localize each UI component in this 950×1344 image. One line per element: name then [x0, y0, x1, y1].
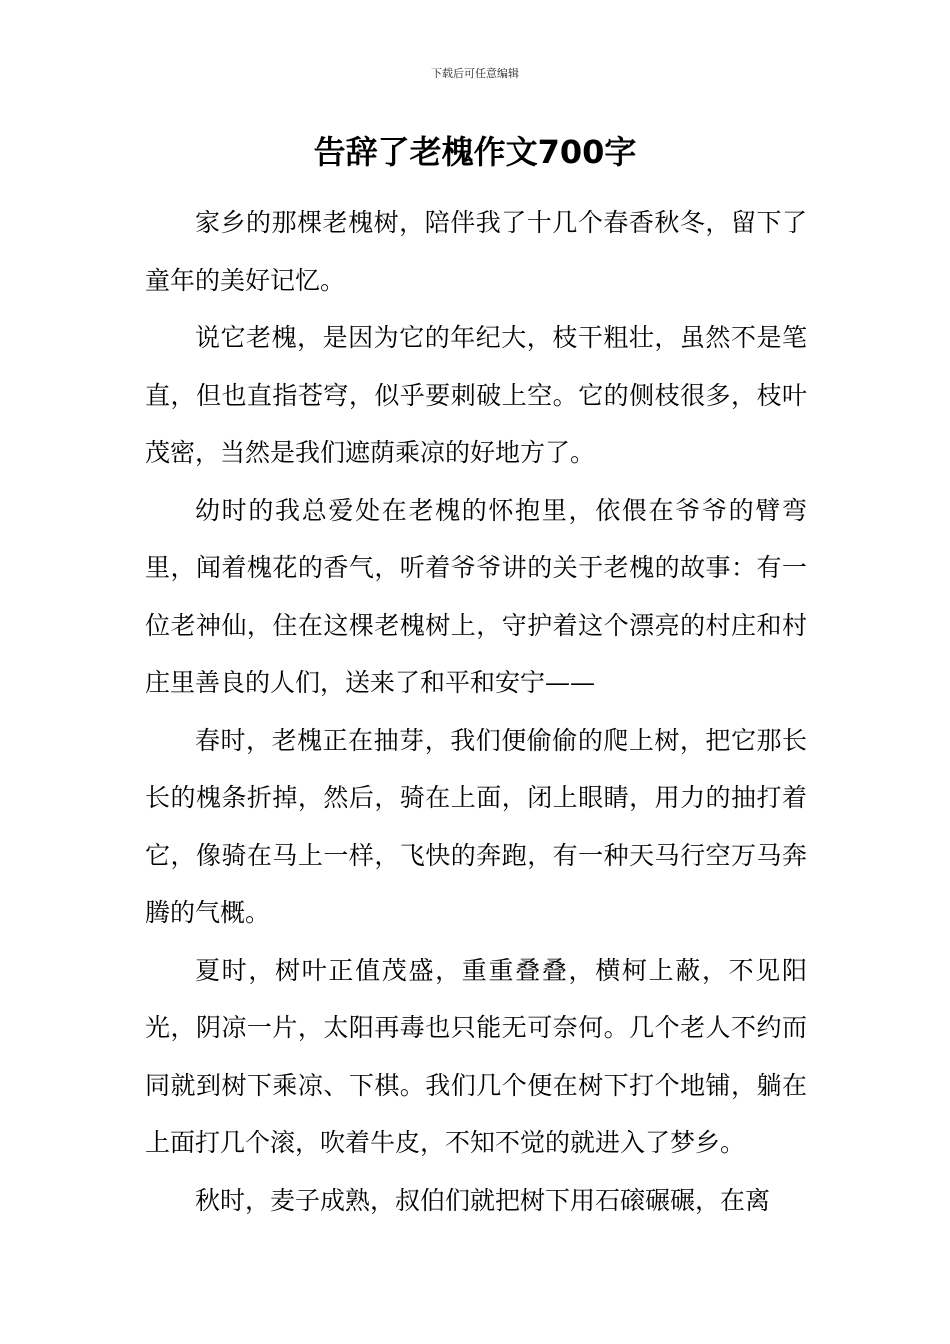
paragraph-5: 夏时，树叶正值茂盛，重重叠叠，横柯上蔽，不见阳光，阴凉一片，太阳再毒也只能无可奈何。几个老人不约而同就到树下乘凉、下棋。我们几个便在树下打个地铺，躺在上面打几个滚，吹着牛皮，不知不觉的就进入了梦乡。 — [145, 955, 807, 1157]
document-title: 告辞了老槐作文700字 — [313, 133, 637, 171]
paragraph-4: 春时，老槐正在抽芽，我们便偷偷的爬上树，把它那长长的槐条折掉，然后，骑在上面，闭上眼睛，用力的抽打着它，像骑在马上一样，飞快的奔跑，有一种天马行空万马奔腾的气概。 — [145, 725, 807, 927]
document-body — [145, 194, 807, 1229]
paragraph-3: 幼时的我总爱处在老槐的怀抱里，依偎在爷爷的臂弯里，闻着槐花的香气，听着爷爷讲的关于老槐的故事：有一位老神仙，住在这棵老槐树上，守护着这个漂亮的村庄和村庄里善良的人们，送来了和平和安宁—— — [145, 495, 807, 697]
header-note: 下载后可任意编辑 — [431, 67, 519, 80]
paragraph-1: 家乡的那棵老槐树，陪伴我了十几个春香秋冬，留下了童年的美好记忆。 — [145, 208, 807, 295]
paragraph-6: 秋时，麦子成熟，叔伯们就把树下用石磙碾碾，在离 — [195, 1185, 771, 1215]
paragraph-2: 说它老槐，是因为它的年纪大，枝干粗壮，虽然不是笔直，但也直指苍穹，似乎要刺破上空。它的侧枝很多，枝叶茂密，当然是我们遮荫乘凉的好地方了。 — [145, 323, 807, 467]
